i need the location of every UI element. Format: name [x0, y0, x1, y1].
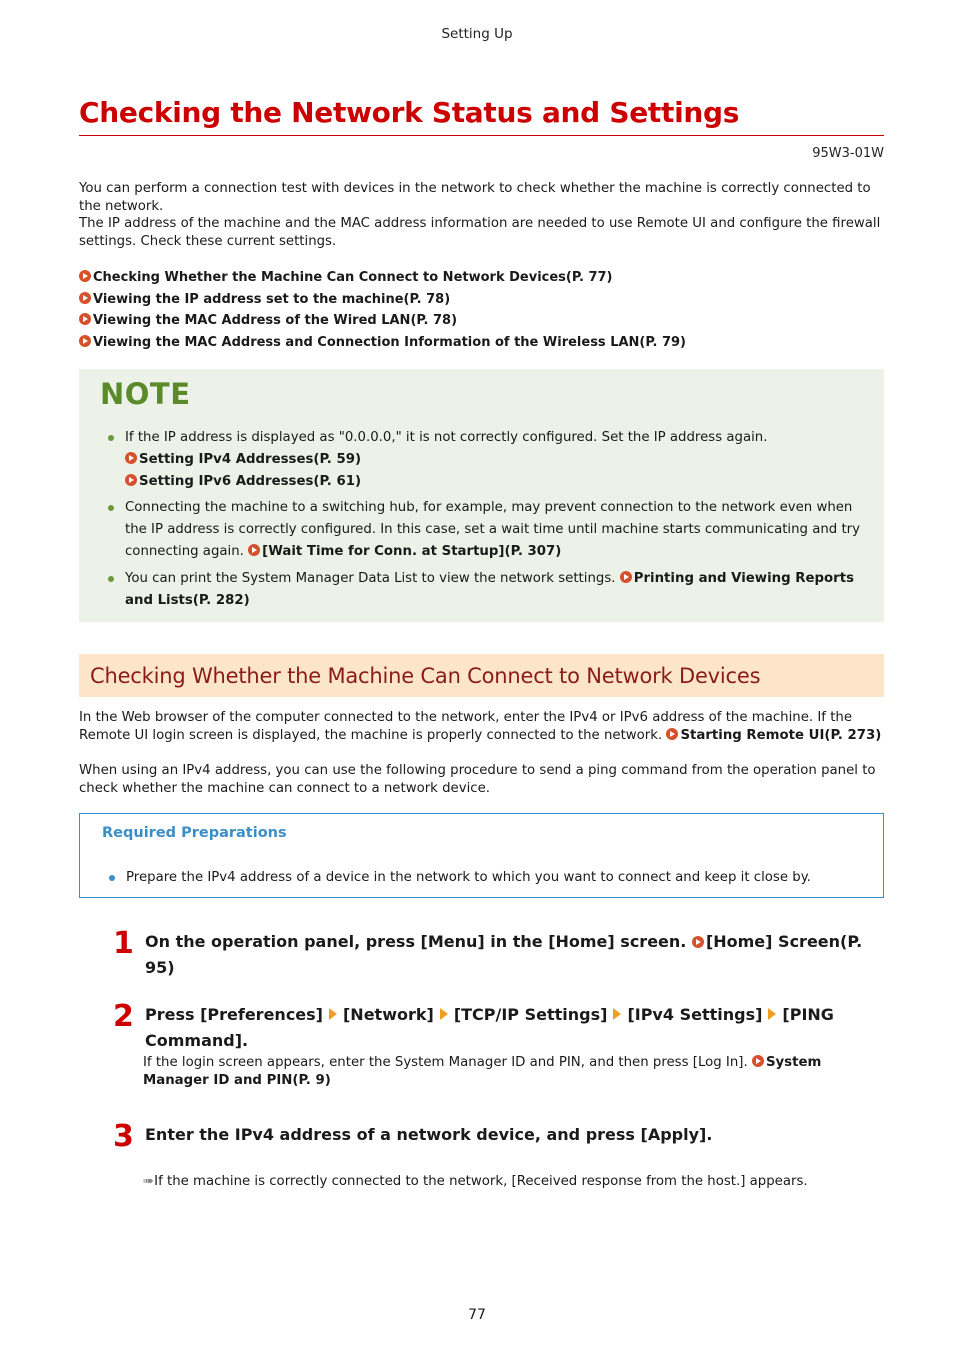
- note-link[interactable]: Setting IPv4 Addresses(P. 59): [125, 452, 361, 467]
- link-arrow-icon: [692, 936, 704, 948]
- link-arrow-icon: [666, 728, 678, 740]
- link-arrow-icon: [620, 571, 632, 583]
- step-heading: Enter the IPv4 address of a network device, and press [Apply].: [145, 1125, 713, 1144]
- topic-link[interactable]: Viewing the MAC Address of the Wired LAN(P. 78): [79, 310, 884, 332]
- required-preparations-box: [79, 813, 884, 898]
- topic-link-list: [79, 267, 884, 354]
- bullet-icon: [109, 875, 115, 881]
- note-link[interactable]: [Wait Time for Conn. at Startup](P. 307): [248, 544, 561, 559]
- step-number: 1: [113, 926, 134, 961]
- note-item: You can print the System Manager Data List to view the network settings. Printing and Viewing Reports and Lists(P. 282): [79, 568, 884, 612]
- section-title: Checking Whether the Machine Can Connect to Network Devices: [90, 664, 761, 688]
- step-heading: On the operation panel, press [Menu] in the [Home] screen. [Home] Screen(P. 95): [145, 932, 863, 977]
- topic-link[interactable]: Checking Whether the Machine Can Connect to Network Devices(P. 77): [79, 267, 884, 289]
- link-arrow-icon: [248, 544, 260, 556]
- step-number: 3: [113, 1119, 134, 1154]
- section-heading-bar: [79, 654, 884, 697]
- menu-arrow-icon: [613, 1008, 621, 1020]
- step-result: ➠If the machine is correctly connected to the network, [Received response from the host.] appears.: [143, 1174, 808, 1189]
- intro-paragraph-1: You can perform a connection test with devices in the network to check whether the machine is correctly connected to the network.: [79, 181, 871, 214]
- menu-arrow-icon: [329, 1008, 337, 1020]
- note-item: Connecting the machine to a switching hub, for example, may prevent connection to the network even when the IP address is correctly configured. In this case, set a wait time until machine starts communicating and try connecting again. [Wait Time for Conn. at Startup](P. 307): [79, 497, 884, 562]
- page-title: Checking the Network Status and Settings: [79, 96, 740, 129]
- note-list: [79, 427, 884, 616]
- note-item: If the IP address is displayed as "0.0.0.0," it is not correctly configured. Set the IP address again. Setting IPv4 Addresses(P. 59) Setting IPv6 Addresses(P. 61): [79, 427, 884, 492]
- note-box: [79, 369, 884, 622]
- preparations-title: Required Preparations: [102, 825, 287, 841]
- link-arrow-icon: [79, 313, 91, 325]
- note-link[interactable]: Printing and Viewing Reports and Lists(P. 282): [125, 570, 855, 608]
- bullet-icon: [108, 576, 114, 582]
- section-paragraph-1: In the Web browser of the computer connected to the network, enter the IPv4 or IPv6 address of the machine. If the Remote UI login screen is displayed, the machine is properly connected to the network. Starting Remote UI(P. 273): [79, 710, 882, 743]
- note-title: NOTE: [100, 377, 191, 411]
- note-link[interactable]: Setting IPv6 Addresses(P. 61): [125, 474, 361, 489]
- step-body: If the login screen appears, enter the System Manager ID and PIN, and then press [Log In]. System Manager ID and PIN(P. 9): [143, 1055, 822, 1088]
- bullet-icon: [108, 435, 114, 441]
- topic-link[interactable]: Viewing the IP address set to the machine(P. 78): [79, 289, 884, 311]
- link-arrow-icon: [79, 335, 91, 347]
- section-paragraph-2: When using an IPv4 address, you can use the following procedure to send a ping command from the operation panel to check whether the machine can connect to a network device.: [79, 763, 876, 796]
- preparations-item: Prepare the IPv4 address of a device in the network to which you want to connect and keep it close by.: [80, 867, 951, 889]
- menu-arrow-icon: [768, 1008, 776, 1020]
- link-arrow-icon: [125, 474, 137, 486]
- step-link[interactable]: [Home] Screen(P. 95): [145, 932, 863, 977]
- intro-paragraph-2: The IP address of the machine and the MAC address information are needed to use Remote UI and configure the firewall settings. Check these current settings.: [79, 216, 881, 249]
- document-code: 95W3-01W: [812, 146, 884, 161]
- page-number: 77: [468, 1307, 486, 1323]
- step-number: 2: [113, 999, 134, 1034]
- link-arrow-icon: [752, 1055, 764, 1067]
- link-arrow-icon: [79, 292, 91, 304]
- section-link[interactable]: Starting Remote UI(P. 273): [666, 728, 881, 743]
- link-arrow-icon: [125, 452, 137, 464]
- menu-arrow-icon: [440, 1008, 448, 1020]
- step-link[interactable]: System Manager ID and PIN(P. 9): [143, 1055, 822, 1088]
- link-arrow-icon: [79, 270, 91, 282]
- result-arrow-icon: ➠: [143, 1174, 155, 1189]
- title-divider: [79, 135, 884, 136]
- running-header: Setting Up: [441, 26, 513, 42]
- bullet-icon: [108, 505, 114, 511]
- step-heading: Press [Preferences] [Network] [TCP/IP Settings] [IPv4 Settings] [PING Command].: [145, 1005, 834, 1050]
- topic-link[interactable]: Viewing the MAC Address and Connection Information of the Wireless LAN(P. 79): [79, 332, 884, 354]
